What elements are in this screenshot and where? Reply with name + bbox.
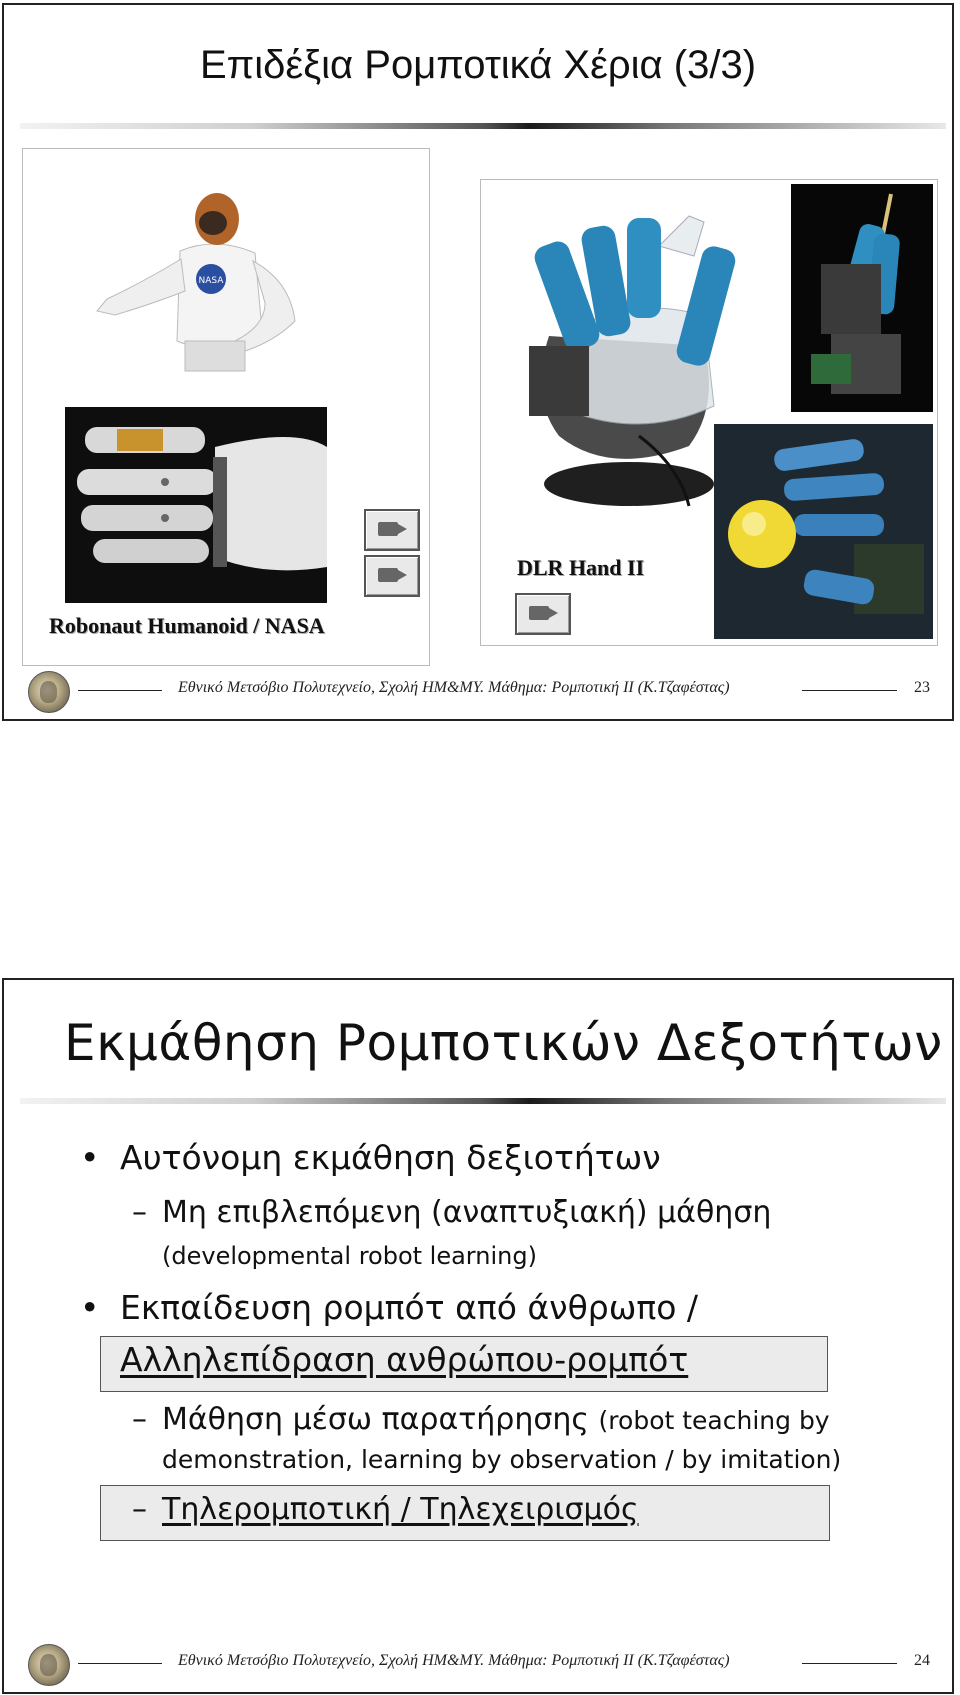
svg-text:NASA: NASA bbox=[198, 276, 224, 286]
video-camera-icon bbox=[378, 522, 398, 536]
sub-bullet-observation-continuation: demonstration, learning by observation / by imitation) bbox=[162, 1445, 842, 1474]
bullet-autonomous-learning bbox=[80, 1138, 661, 1177]
robonaut-humanoid-image bbox=[85, 191, 345, 396]
sub-bullet-text: Μάθηση μέσω παρατήρησης bbox=[162, 1402, 589, 1437]
video-camera-icon bbox=[378, 568, 398, 582]
video-button-2[interactable] bbox=[364, 555, 420, 597]
bullet-text: Αυτόνομη εκμάθηση δεξιοτήτων bbox=[120, 1138, 661, 1177]
bullet-human-training bbox=[80, 1288, 698, 1327]
sub-bullet-dash: – bbox=[132, 1402, 147, 1437]
sub-bullet-dash: – bbox=[132, 1492, 147, 1527]
footer-line-left bbox=[78, 690, 162, 691]
dlr-hand-ball-photo bbox=[714, 424, 933, 639]
slide-title: Επιδέξια Ρομποτικά Χέρια (3/3) bbox=[199, 43, 757, 87]
footer-line-right bbox=[802, 690, 897, 691]
bullet-dot: • bbox=[80, 1138, 100, 1177]
title-divider bbox=[20, 1098, 946, 1104]
slide-footer bbox=[22, 669, 934, 717]
dlr-hand-image-panel bbox=[480, 179, 938, 646]
video-camera-icon bbox=[529, 606, 549, 620]
dlr-caption: DLR Hand II bbox=[517, 555, 645, 580]
sub-bullet-text: Τηλερομποτική / Τηλεχειρισμός bbox=[162, 1492, 639, 1527]
sub-bullet-dash: – bbox=[132, 1195, 147, 1230]
video-button-3[interactable] bbox=[515, 593, 571, 635]
footer-line-left bbox=[78, 1663, 162, 1664]
slide-title: Εκμάθηση Ρομποτικών Δεξοτήτων bbox=[64, 1014, 943, 1072]
footer-text: Εθνικό Μετσόβιο Πολυτεχνείο, Σχολή ΗΜ&ΜΥ. Μάθημα: Ρομποτική ΙΙ (Κ.Τζαφέστας) bbox=[178, 1652, 730, 1669]
bullet-text: Εκπαίδευση ρομπότ από άνθρωπο / bbox=[120, 1288, 698, 1327]
slide-footer bbox=[22, 1642, 934, 1690]
slide-23 bbox=[2, 3, 954, 721]
sub-bullet-english: (robot teaching by bbox=[598, 1406, 830, 1435]
slide-24 bbox=[2, 978, 954, 1694]
sub-bullet-teleoperation[interactable] bbox=[132, 1492, 639, 1527]
robonaut-caption: Robonaut Humanoid / NASA bbox=[49, 613, 325, 638]
ntua-seal-logo bbox=[28, 1644, 70, 1686]
page-number: 23 bbox=[914, 679, 930, 696]
video-button-1[interactable] bbox=[364, 509, 420, 551]
bullet-hri-line[interactable]: Αλληλεπίδραση ανθρώπου-ρομπότ bbox=[120, 1340, 689, 1379]
bullet-dot: • bbox=[80, 1288, 100, 1327]
dlr-hand-pen-photo bbox=[791, 184, 933, 412]
footer-text: Εθνικό Μετσόβιο Πολυτεχνείο, Σχολή ΗΜ&ΜΥ. Μάθημα: Ρομποτική ΙΙ (Κ.Τζαφέστας) bbox=[178, 679, 730, 696]
sub-bullet-unsupervised bbox=[132, 1195, 772, 1230]
sub-bullet-observation bbox=[132, 1402, 830, 1437]
footer-line-right bbox=[802, 1663, 897, 1664]
sub-bullet-continuation: (developmental robot learning) bbox=[162, 1242, 537, 1270]
robonaut-hand-photo bbox=[65, 407, 327, 603]
page-number: 24 bbox=[914, 1652, 930, 1669]
sub-bullet-text: Μη επιβλεπόμενη (αναπτυξιακή) μάθηση bbox=[162, 1195, 772, 1230]
ntua-seal-logo bbox=[28, 671, 70, 713]
title-divider bbox=[20, 123, 946, 129]
